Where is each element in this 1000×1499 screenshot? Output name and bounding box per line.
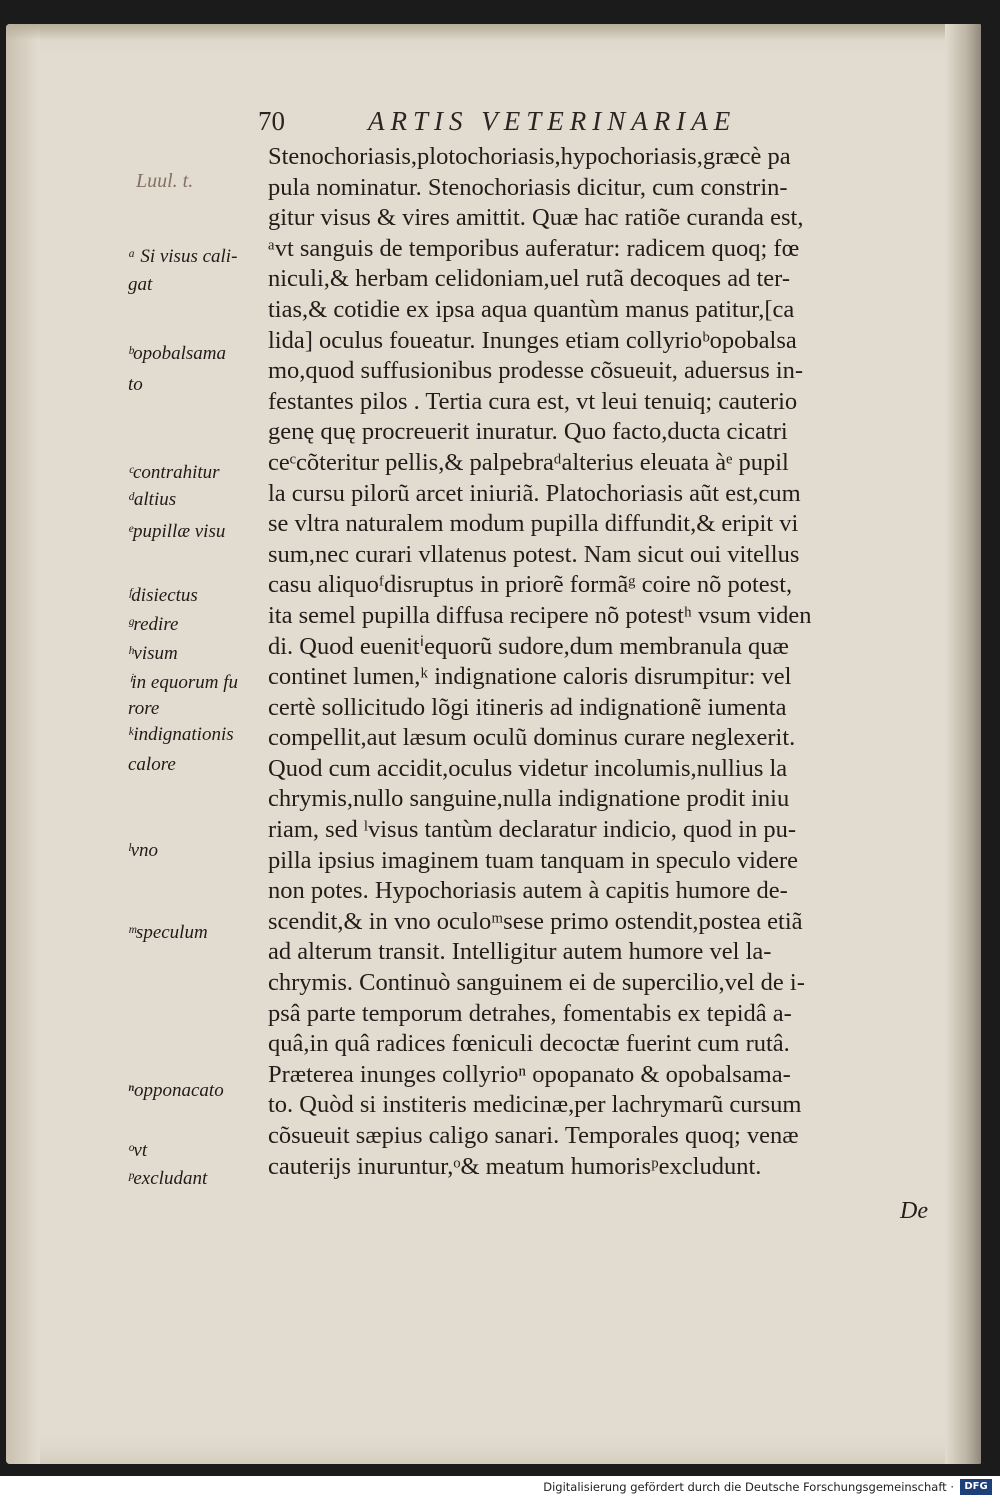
- margin-note: calore: [128, 754, 176, 775]
- text-line: casu aliquoᶠdisruptus in priorẽ formãᵍ coire nõ potest,: [268, 571, 793, 599]
- page-gutter: [6, 24, 40, 1464]
- text-line: certè sollicitudo lõgi itineris ad indignationẽ iumenta: [268, 693, 787, 721]
- text-line: psâ parte temporum detrahes, fomentabis ex tepidâ a-: [268, 999, 792, 1027]
- text-line: ita semel pupilla diffusa recipere nõ potestʰ vsum viden: [268, 601, 812, 629]
- margin-note: ⁱin equorum fu: [128, 672, 239, 693]
- text-line: scendit,& in vno oculoᵐsese primo ostendit,postea etiã: [268, 907, 803, 935]
- text-line: di. Quod euenitⁱequorũ sudore,dum membranula quæ: [268, 632, 789, 660]
- text-line: compellit,aut læsum oculũ dominus curare neglexerit.: [268, 724, 796, 752]
- margin-note: to: [128, 374, 143, 395]
- margin-note: ᶠdisiectus: [128, 585, 198, 606]
- text-line: sum,nec curari vllatenus potest. Nam sicut oui vitellus: [268, 540, 800, 568]
- text-line: riam, sed ˡvisus tantùm declaratur indicio, quod in pu-: [268, 816, 796, 844]
- handwritten-note: Luul. t.: [136, 170, 194, 192]
- body-text: [268, 142, 968, 1182]
- margin-note: ᵏindignationis: [128, 724, 234, 745]
- dfg-logo[interactable]: DFG: [960, 1479, 992, 1495]
- text-line: genę quę procreuerit inuratur. Quo facto,ducta cicatri: [268, 418, 788, 446]
- text-line: cauterijs inuruntur,ᵒ& meatum humorisᵖexcludunt.: [268, 1152, 762, 1180]
- text-line: chrymis,nullo sanguine,nulla indignatione prodit iniu: [268, 785, 790, 813]
- text-line: Quod cum accidit,oculus videtur incolumis,nullius la: [268, 754, 788, 782]
- margin-note: gat: [128, 274, 153, 295]
- text-line: non potes. Hypochoriasis autem à capitis humore de-: [268, 877, 788, 905]
- margin-note: ᵇopobalsama: [128, 343, 227, 364]
- page-number: 70: [258, 106, 285, 136]
- text-line: pilla ipsius imaginem tuam tanquam in speculo videre: [268, 846, 799, 874]
- footer-bar: [0, 1476, 1000, 1499]
- text-line: continet lumen,ᵏ indignatione caloris disrumpitur: vel: [268, 663, 792, 691]
- running-title: ARTIS VETERINARIAE: [368, 106, 737, 136]
- margin-note: ᵍredire: [128, 614, 179, 635]
- margin-note: ᵒvt: [128, 1140, 148, 1161]
- text-line: Prӕterea inunges collyrioⁿ opopanato & opobalsama-: [268, 1060, 791, 1088]
- text-line: gitur visus & vires amittit. Quæ hac ratiõe curanda est,: [268, 204, 804, 232]
- margin-note: rore: [128, 698, 160, 719]
- text-line: mo,quod suffusionibus prodesse cõsueuit, aduersus in-: [268, 357, 804, 385]
- text-line: ᵃvt sanguis de temporibus auferatur: radicem quoq; fœ: [268, 234, 800, 262]
- text-line: niculi,& herbam celidoniam,uel rutã decoques ad ter-: [268, 265, 790, 293]
- margin-note: ᶜcontrahitur: [128, 462, 220, 483]
- margin-note: ʰvisum: [128, 643, 178, 664]
- text-line: to. Quòd si institeris medicinæ,per lachrymarũ cursum: [268, 1091, 802, 1119]
- margin-note: ᵉpupillæ visu: [128, 521, 226, 542]
- margin-note: ᵈaltius: [128, 489, 177, 510]
- margin-note: ᵖexcludant: [128, 1168, 208, 1189]
- page-top-edge: [6, 24, 981, 40]
- text-line: la cursu pilorũ arcet iniuriã. Platochoriasis aũt est,cum: [268, 479, 801, 507]
- text-line: chrymis. Continuò sanguinem ei de supercilio,vel de i-: [268, 969, 805, 997]
- margin-note: ᵃ Si visus cali-: [128, 246, 238, 267]
- text-line: ceᶜcõteritur pellis,& palpebraᵈalterius eleuata àᵉ pupil: [268, 448, 789, 476]
- text-line: se vltra naturalem modum pupilla diffundit,& eripit vi: [268, 510, 799, 538]
- text-line: Stenochoriasis,plotochoriasis,hypochoriasis,græcè pa: [268, 143, 791, 170]
- text-line: lida] oculus foueatur. Inunges etiam collyrioᵇopobalsa: [268, 326, 797, 354]
- margin-note: ˡvno: [128, 840, 159, 861]
- text-line: tias,& cotidie ex ipsa aqua quantùm manus patitur,[ca: [268, 295, 795, 323]
- text-line: ad alterum transit. Intelligitur autem humore vel la-: [268, 938, 772, 966]
- text-line: quâ,in quâ radices fœniculi decoctæ fuerint cum rutâ.: [268, 1030, 790, 1058]
- text-line: pula nominatur. Stenochoriasis dicitur, cum constrin-: [268, 173, 788, 201]
- catchword: De: [900, 1198, 928, 1224]
- text-line: festantes pilos . Tertia cura est, vt leui tenuiq; cauterio: [268, 387, 798, 415]
- margin-note: ⁿopponacato: [128, 1080, 224, 1101]
- margin-note: ᵐspeculum: [128, 922, 208, 943]
- text-line: cõsueuit sæpius caligo sanari. Temporales quoq; venæ: [268, 1122, 799, 1149]
- funding-credit: Digitalisierung gefördert durch die Deutsche Forschungsgemeinschaft ·: [543, 1480, 954, 1494]
